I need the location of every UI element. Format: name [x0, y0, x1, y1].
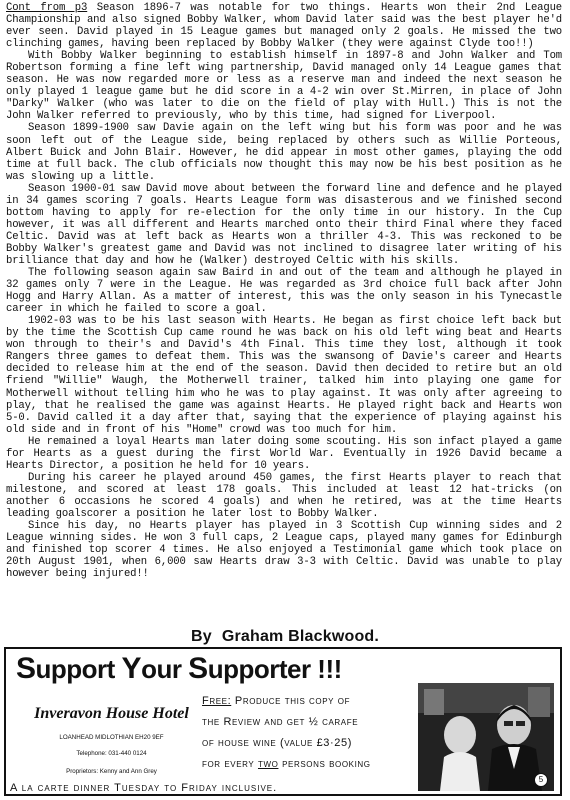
- headline-part: S: [188, 652, 208, 685]
- headline-part: Y: [121, 652, 142, 685]
- byline-by: By: [190, 628, 212, 645]
- hotel-address: LOANHEAD MIDLOTHIAN EH20 9EF: [59, 734, 164, 741]
- hotel-name: Inveravon House Hotel: [34, 705, 189, 722]
- ad-footer-line: A la carte dinner Tuesday to Friday inclusive.: [10, 782, 278, 794]
- headline-part: upporter: [207, 654, 311, 684]
- offer-line-3: of house wine (value £3·25): [202, 737, 352, 749]
- hotel-proprietors-photo: [418, 683, 554, 791]
- headline-part: S: [16, 652, 36, 685]
- headline-part: !!!: [310, 654, 342, 684]
- photo-number-badge: 5: [534, 773, 548, 787]
- offer-two-emphasis: two: [257, 758, 279, 770]
- article-paragraph-2: With Bobby Walker beginning to establish himself in 1897-8 and John Walker and Tom Robertson forming a fine left wing partnership, David managed only 14 League games that season. He was now regarded more or less as a reserve man and indeed the next season he only played 1 league game but he did score in a 4-2 win over St.Mirren, in place of John "Darky" Walker (who was later to die on the field of play with Hull.) This is not the John Walker referred to previously, who by this time, had signed for Liverpool.: [6, 50, 562, 123]
- byline-author: Graham Blackwood.: [221, 628, 380, 645]
- offer-line-text: persons booking: [278, 758, 371, 770]
- offer-line-4: [202, 754, 414, 775]
- headline-part: our: [141, 654, 189, 684]
- article-paragraph-6: 1902-03 was to be his last season with Hearts. He began as first choice left back but by the time the Scottish Cup came round he was back on his old left wing beat and Hearts won through to their's and David's 4th Final. This time they lost, although it took Rangers three games to defeat them. This was the swansong of Davie's career and Hearts decided to release him at the end of the season. David then decided to retire but an old friend "Willie" Waugh, the Motherwell trainer, talked him into playing one game for Motherwell without telling him who he was to play against. It was only after agreeing to play, that he realised the game was against Hearts. He played right back and Hearts won 5-0. David called it a day after that, saying that the experience of playing against his old side and in front of his "Home" crowd was too much for him.: [6, 315, 562, 436]
- offer-line-text: for every: [202, 758, 258, 770]
- continued-from-label: Cont from p3: [6, 2, 88, 14]
- author-byline: [0, 628, 570, 646]
- article-paragraph-4: Season 1900-01 saw David move about between the forward line and defence and he played in 34 games scoring 7 goals. Hearts League form was disasterous and we finished second bottom having to apply for re-election for the only time in our history. In the Cup however, it was all different and Hearts marched onto their third Final where they faced Celtic. David was at left back as Hearts won a thriller 4-3. This was reckoned to be Bobby Walker's greatest game and David was not inclined to disagree later writing of his brilliance that day and how he (Walker) destroyed Celtic with his skills.: [6, 182, 562, 267]
- offer-line-2: the Review and get ½ carafe: [202, 716, 359, 728]
- article-paragraph-5: The following season again saw Baird in and out of the team and although he played in 32 games only 7 were in the League. He was regarded as 3rd choice full back after John Hogg and Harry Allan. As a matter of interest, this was the only season in his Tynecastle career in which he failed to score a goal.: [6, 267, 562, 316]
- hotel-advertisement: [4, 647, 562, 796]
- hotel-telephone: Telephone: 031-440 0124: [76, 750, 147, 757]
- offer-line-1: [202, 691, 414, 712]
- article-paragraph-3: Season 1899-1900 saw Davie again on the left wing but his form was poor and he was soon left out of the League side, being replaced by others such as Willie Porteous, Albert Buick and John Blair. However, he did appear in most other games, playing the odd time at full back. The club officials now thought this may now be his best position as he was slowing up a little.: [6, 122, 562, 183]
- offer-free-label: Free:: [202, 695, 232, 707]
- offer-line-text: Produce this copy of: [231, 695, 351, 707]
- article-paragraph-1: [6, 2, 562, 50]
- hotel-proprietors: Proprietors: Kenny and Ann Grey: [66, 768, 157, 775]
- ad-headline: [16, 653, 342, 685]
- photo-illustration: [418, 683, 554, 791]
- article-body: [6, 2, 562, 580]
- article-paragraph-9: Since his day, no Hearts player has played in 3 Scottish Cup winning sides and 2 League winning sides. He won 3 full caps, 2 League caps, played many games for Edinburgh and finished top scorer 4 times. He also enjoyed a Testimonial game which took place on 20th August 1901, when 6,000 saw Hearts draw 3-3 with Celtic. David was unable to play however being injured!!: [6, 520, 562, 581]
- paragraph-text: Season 1896-7 was notable for two things. Hearts won their 2nd League Championship and also signed Bobby Walker, whom David later said was the best player he'd ever seen. David played in 15 League games but managed only 2 goals. He missed the two clinching games, having been replaced by Bobby Walker (they were against Clyde too!!): [6, 2, 562, 51]
- article-paragraph-7: He remained a loyal Hearts man later doing some scouting. His son infact played a game for Hearts as a guest during the first World War. Eventually in 1926 David became a Hearts Director, a position he held for 10 years.: [6, 435, 562, 472]
- offer-text: [202, 691, 414, 775]
- headline-part: upport: [35, 654, 122, 684]
- article-paragraph-8: During his career he played around 450 games, the first Hearts player to reach that milestone, and scored at least 178 goals. This included at least 12 hat-tricks (on another 6 occasions he scored 4 goals) and when he retired, was at the time Hearts leading goalscorer a position he later lost to Bobby Walker.: [6, 471, 562, 520]
